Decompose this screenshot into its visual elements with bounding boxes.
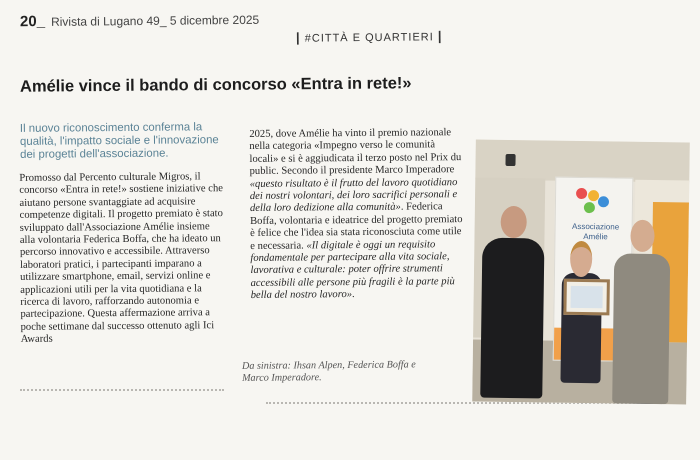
association-logo-icon <box>576 188 610 218</box>
section-bar-right: | <box>437 28 443 44</box>
article-title: Amélie vince il bando di concorso «Entra in rete!» <box>19 74 412 96</box>
article-photo <box>472 140 690 405</box>
col2-quote-1: «questo risultato è il frutto del lavoro quotidiano dei nostri volontari, dei loro sacrifici personali e della loro dedizione alla comunità» <box>249 176 458 215</box>
certificate-inner <box>570 286 602 308</box>
logo-dot-green <box>584 202 595 213</box>
logo-dot-red <box>576 188 587 199</box>
body-text-col2 <box>249 127 467 303</box>
col2-text-b: . Federica Boffa, volontaria e ideatrice del progetto premiato è felice che l'idea sia stata riconosciuta come utile e necessaria. <box>250 201 463 252</box>
photo-caption: Da sinistra: Ihsan Alpen, Federica Boffa e Marco Imperadore. <box>241 359 416 385</box>
section-bar-left: | <box>295 29 301 45</box>
body-text-col1: Promosso dal Percento culturale Migros, il concorso «Entra in rete!» sostiene iniziative che aiutano persone svantaggiate ad acquisire competenze digitali. Il progetto premiato è stato sviluppato dall'Associazione Amélie insieme alla volontaria Federica Boffa, che ha ideato un percorso innovativo e accessibile. Attraverso laboratori pratici, i partecipanti imparano a utilizzare smartphone, email, servizi online e applicazioni utili per la vita quotidiana e la ricerca di lavoro, rafforzando autonomia e partecipazione. Questa affermazione arriva a poche settimane dal successo ottenuto agli Ici Awards <box>19 171 224 346</box>
photo-lamp <box>505 154 515 166</box>
article-intro: Il nuovo riconoscimento conferma la qualità, l'impatto sociale e l'innovazione dei progetti dell'associazione. <box>19 121 219 161</box>
section-label <box>296 28 443 45</box>
banner-text: Associazione Amélie <box>571 221 620 242</box>
page-header <box>20 11 259 31</box>
col2-text-a: 2025, dove Amélie ha vinto il premio nazionale nella categoria «Impegno verso le comunità locali» e si è aggiudicata il terzo posto nel Prix du public. Secondo il presidente Marco Imperadore <box>249 127 462 178</box>
col2-text-c: . <box>351 289 355 301</box>
logo-dot-blue <box>598 196 609 207</box>
col2-quote-2: «Il digitale è oggi un requisito fondamentale per partecipare alla vita sociale, lavorativa e culturale: poter offrire strumenti accessibili alle persone più fragili è la parte più bella del nostro lavoro» <box>250 238 455 302</box>
award-certificate <box>563 279 609 316</box>
article-column-2 <box>249 127 467 303</box>
divider-dots-left <box>20 389 224 391</box>
article-column-1 <box>19 171 227 346</box>
person-marco-body <box>612 253 670 404</box>
person-ihsan-body <box>480 238 544 399</box>
publication-info: Rivista di Lugano 49_ 5 dicembre 2025 <box>50 12 260 29</box>
section-name: #CITTÀ E QUARTIERI <box>304 31 434 45</box>
page-number: 20_ <box>19 12 46 31</box>
